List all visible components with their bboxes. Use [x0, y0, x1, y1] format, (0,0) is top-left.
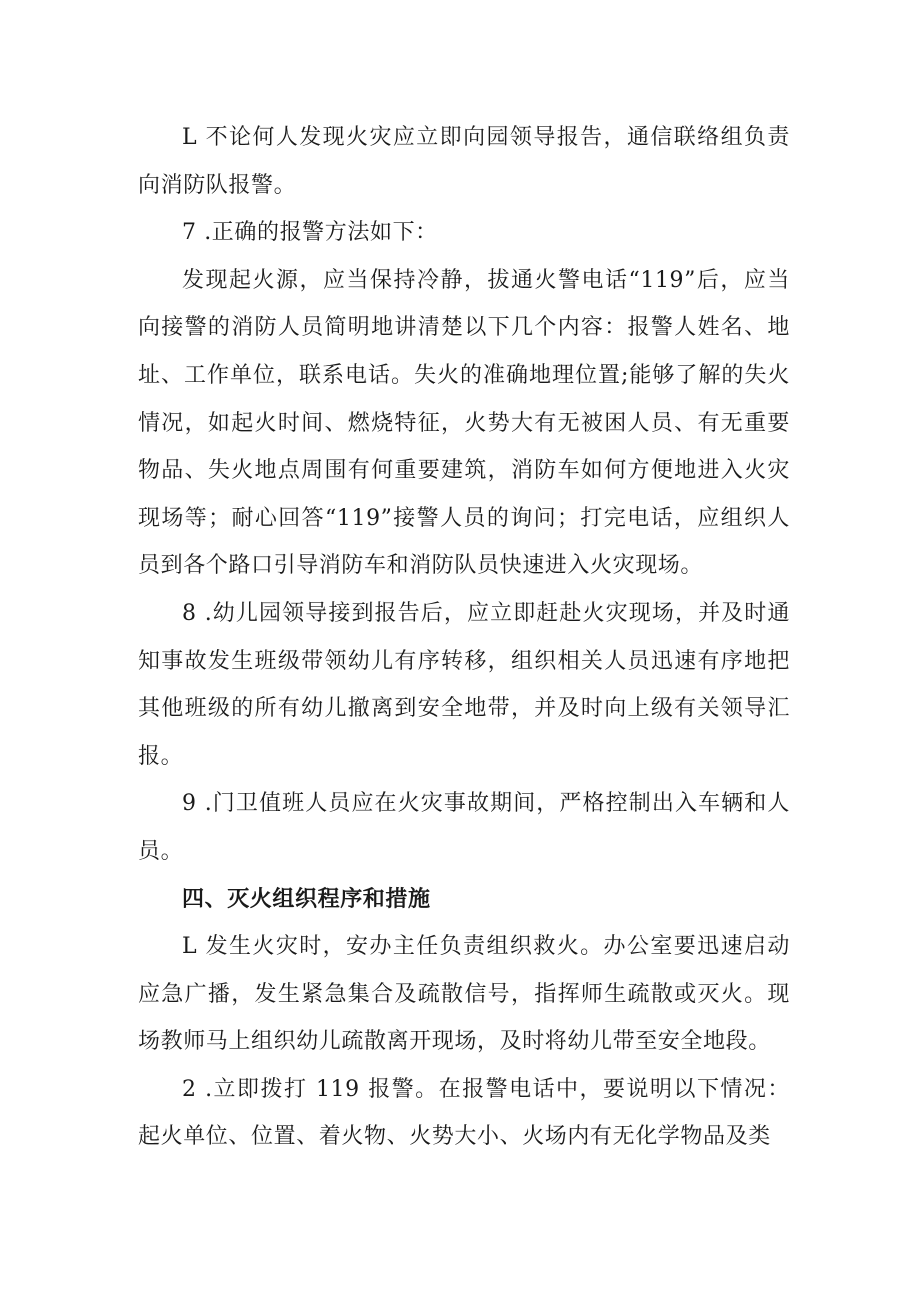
paragraph-item-9: 9 .门卫值班人员应在火灾事故期间，严格控制出入车辆和人员。: [138, 791, 790, 864]
paragraph-item-7: 7 .正确的报警方法如下：: [182, 220, 438, 246]
paragraph-firefighting-1: L 发生火灾时，安办主任负责组织救火。办公室要迅速启动应急广播，发生紧急集合及疏散信号，指挥师生疏散或灭火。现场教师马上组织幼儿疏散离开现场，及时将幼儿带至安全地段。: [138, 934, 790, 1055]
section-heading: 四、灭火组织程序和措施: [182, 886, 431, 912]
document-page: [138, 114, 790, 1161]
paragraph-firefighting-2: 2 .立即拨打 119 报警。在报警电话中，要说明以下情况：起火单位、位置、着火物、火势大小、火场内有无化学物品及类: [138, 1076, 790, 1150]
paragraph-alarm-method: 发现起火源，应当保持冷静，拔通火警电话“119”后，应当向接警的消防人员简明地讲清楚以下几个内容：报警人姓名、地址、工作单位，联系电话。失火的准确地理位置;能够了解的失火情况，如起火时间、燃烧特征，火势大有无被困人员、有无重要物品、失火地点周围有何重要建筑，消防车如何方便地进入火灾现场等；耐心回答“119”接警人员的询问；打完电话，应组织人员到各个路口引导消防车和消防队员快速进入火灾现场。: [138, 267, 790, 579]
paragraph-report-fire: L 不论何人发现火灾应立即向园领导报告，通信联络组负责向消防队报警。: [138, 125, 790, 198]
paragraph-item-8: 8 .幼儿园领导接到报告后，应立即赶赴火灾现场，并及时通知事故发生班级带领幼儿有序转移，组织相关人员迅速有序地把其他班级的所有幼儿撤离到安全地带，并及时向上级有关领导汇报。: [138, 600, 790, 769]
